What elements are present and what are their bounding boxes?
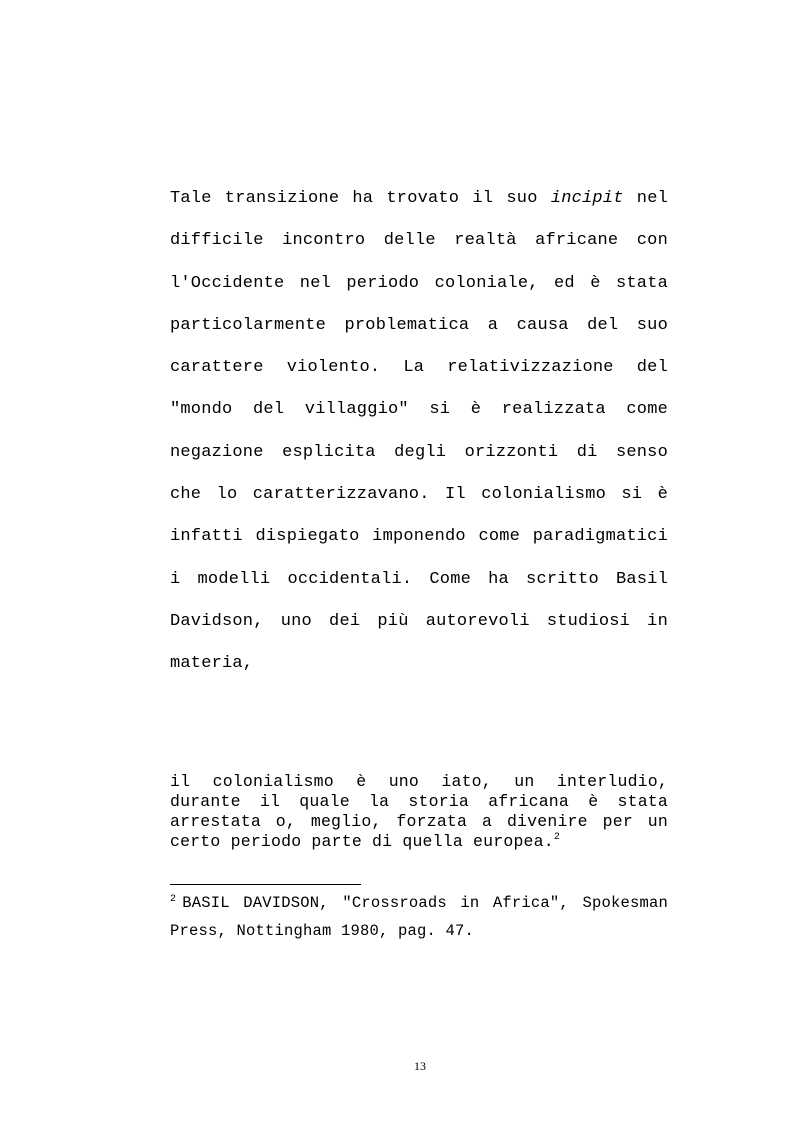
block-quote [170, 772, 668, 852]
incipit-word: incipit [550, 189, 624, 208]
paragraph-lead: Tale transizione ha trovato il suo [170, 189, 551, 208]
footnote-separator [170, 884, 361, 885]
quote-text: il colonialismo è uno iato, un interludio, durante il quale la storia africana è stata arrestata o, meglio, forzata a divenire per un certo periodo parte di quella europea. [170, 772, 668, 851]
footnote-text: BASIL DAVIDSON, "Crossroads in Africa", Spokesman Press, Nottingham 1980, pag. 47. [170, 894, 668, 940]
footnote-reference: 2 [553, 832, 561, 843]
footnote [170, 889, 668, 945]
body-paragraph [170, 178, 668, 686]
paragraph-rest: nel difficile incontro delle realtà africane con l'Occidente nel periodo coloniale, ed è stata particolarmente problematica a causa del suo carattere violento. La relativizzazione del "mondo del villaggio" si è realizzata come negazione esplicita degli orizzonti di senso che lo caratterizzavano. Il colonialismo si è infatti dispiegato imponendo come paradigmatici i modelli occidentali. Come ha scritto Basil Davidson, uno dei più autorevoli studiosi in materia, [170, 189, 669, 674]
footnote-number: 2 [170, 894, 177, 905]
page-number: 13 [414, 1059, 426, 1073]
